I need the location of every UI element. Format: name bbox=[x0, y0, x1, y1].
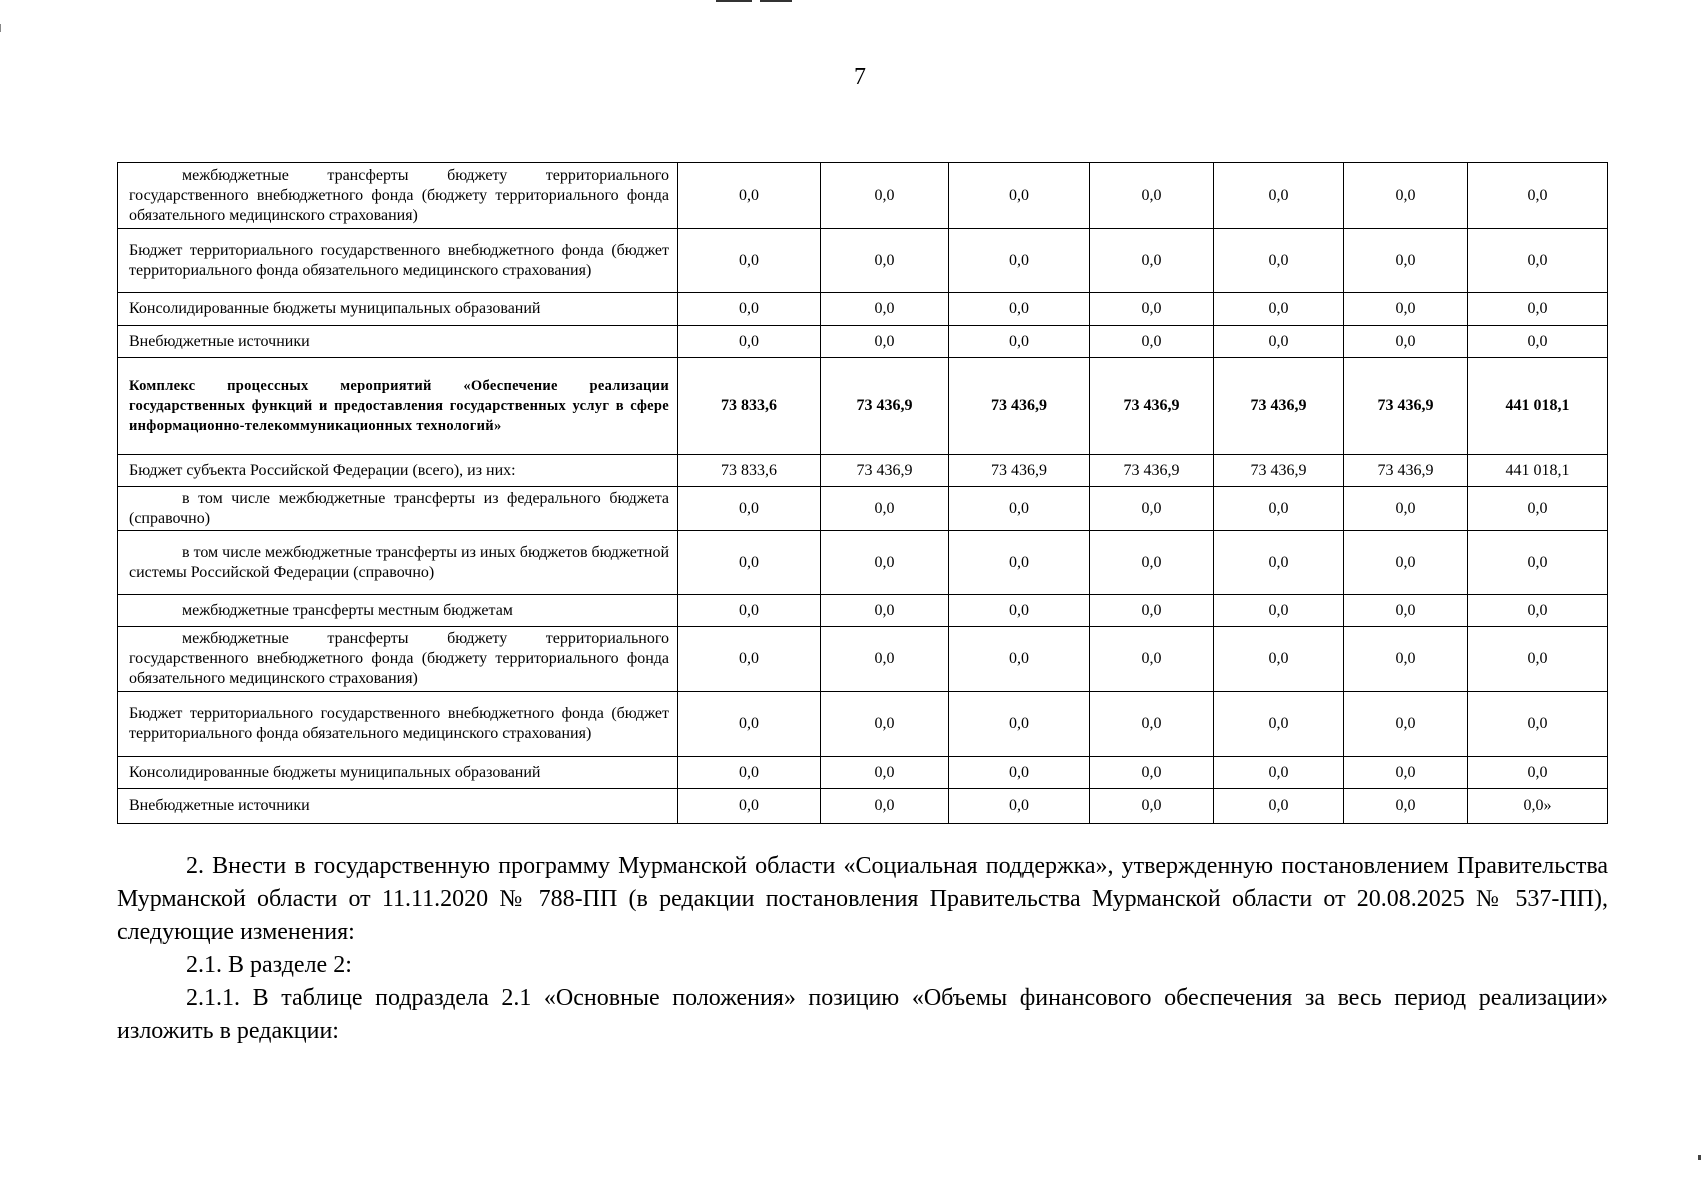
value-cell: 0,0 bbox=[1090, 531, 1214, 595]
value-cell: 0,0 bbox=[1214, 789, 1344, 824]
value-cell: 73 436,9 bbox=[1214, 455, 1344, 487]
value-cell: 0,0 bbox=[1344, 531, 1468, 595]
value-cell: 0,0 bbox=[821, 531, 949, 595]
value-cell: 0,0 bbox=[678, 163, 821, 229]
value-cell: 0,0 bbox=[1214, 757, 1344, 789]
table-row bbox=[118, 229, 1608, 293]
scan-edge-dot bbox=[1698, 1155, 1701, 1160]
value-cell: 0,0 bbox=[1344, 789, 1468, 824]
value-cell: 0,0 bbox=[1344, 326, 1468, 358]
value-cell: 0,0 bbox=[1214, 293, 1344, 326]
value-cell: 0,0 bbox=[821, 692, 949, 757]
value-cell: 0,0 bbox=[949, 293, 1090, 326]
value-cell: 0,0 bbox=[949, 163, 1090, 229]
value-cell: 73 833,6 bbox=[678, 455, 821, 487]
paragraph-2-1-1: 2.1.1. В таблице подраздела 2.1 «Основные положения» позицию «Объемы финансового обеспечения за весь период реализации» изложить в редакции: bbox=[117, 985, 1608, 1044]
value-cell: 0,0 bbox=[1468, 163, 1608, 229]
value-cell: 441 018,1 bbox=[1468, 455, 1608, 487]
paragraph-2: 2. Внести в государственную программу Мурманской области «Социальная поддержка», утвержденную постановлением Правительства Мурманской области от 11.11.2020 № 788-ПП (в редакции постановления Правительства Мурманской области от 20.08.2025 № 537-ПП), следующие изменения: bbox=[117, 853, 1608, 945]
table-row bbox=[118, 789, 1608, 824]
value-cell: 0,0 bbox=[949, 789, 1090, 824]
value-cell: 73 436,9 bbox=[1214, 358, 1344, 455]
value-cell: 0,0 bbox=[1344, 229, 1468, 293]
value-cell: 0,0 bbox=[1344, 627, 1468, 692]
value-cell: 0,0 bbox=[1468, 692, 1608, 757]
value-cell: 0,0 bbox=[678, 326, 821, 358]
value-cell: 0,0 bbox=[1090, 487, 1214, 531]
table-row bbox=[118, 627, 1608, 692]
table-row bbox=[118, 163, 1608, 229]
value-cell: 0,0 bbox=[1468, 757, 1608, 789]
scan-edge-mark bbox=[0, 24, 1, 32]
value-cell: 73 436,9 bbox=[1344, 358, 1468, 455]
value-cell: 0,0 bbox=[1344, 163, 1468, 229]
value-cell: 73 833,6 bbox=[678, 358, 821, 455]
value-cell: 0,0 bbox=[678, 789, 821, 824]
value-cell: 0,0 bbox=[821, 229, 949, 293]
value-cell: 0,0 bbox=[678, 293, 821, 326]
value-cell: 73 436,9 bbox=[1090, 358, 1214, 455]
value-cell: 441 018,1 bbox=[1468, 358, 1608, 455]
value-cell: 0,0 bbox=[678, 595, 821, 627]
value-cell: 0,0 bbox=[821, 627, 949, 692]
value-cell: 0,0 bbox=[1214, 692, 1344, 757]
row-label: в том числе межбюджетные трансферты из федерального бюджета (справочно) bbox=[118, 487, 678, 531]
value-cell: 0,0 bbox=[1090, 293, 1214, 326]
value-cell: 0,0» bbox=[1468, 789, 1608, 824]
value-cell: 73 436,9 bbox=[949, 455, 1090, 487]
value-cell: 0,0 bbox=[1214, 326, 1344, 358]
value-cell: 0,0 bbox=[1468, 487, 1608, 531]
value-cell: 0,0 bbox=[678, 229, 821, 293]
page-number: 7 bbox=[854, 64, 866, 90]
value-cell: 0,0 bbox=[1214, 531, 1344, 595]
value-cell: 0,0 bbox=[1468, 627, 1608, 692]
value-cell: 0,0 bbox=[1468, 229, 1608, 293]
value-cell: 0,0 bbox=[949, 487, 1090, 531]
value-cell: 0,0 bbox=[949, 757, 1090, 789]
table-row bbox=[118, 487, 1608, 531]
table-row bbox=[118, 531, 1608, 595]
value-cell: 0,0 bbox=[1090, 757, 1214, 789]
value-cell: 0,0 bbox=[949, 326, 1090, 358]
row-label: Консолидированные бюджеты муниципальных образований bbox=[118, 293, 678, 326]
value-cell: 0,0 bbox=[1468, 531, 1608, 595]
value-cell: 73 436,9 bbox=[1344, 455, 1468, 487]
value-cell: 0,0 bbox=[1344, 692, 1468, 757]
row-label: межбюджетные трансферты бюджету территориального государственного внебюджетного фонда (бюджету территориального фонда обязательного медицинского страхования) bbox=[118, 627, 678, 692]
row-label: Внебюджетные источники bbox=[118, 789, 678, 824]
row-label: Бюджет субъекта Российской Федерации (всего), из них: bbox=[118, 455, 678, 487]
value-cell: 0,0 bbox=[821, 595, 949, 627]
budget-table bbox=[117, 162, 1608, 824]
value-cell: 0,0 bbox=[949, 692, 1090, 757]
value-cell: 0,0 bbox=[949, 531, 1090, 595]
value-cell: 0,0 bbox=[821, 757, 949, 789]
value-cell: 73 436,9 bbox=[1090, 455, 1214, 487]
value-cell: 0,0 bbox=[1344, 757, 1468, 789]
table-row bbox=[118, 358, 1608, 455]
value-cell: 0,0 bbox=[821, 326, 949, 358]
table-row bbox=[118, 757, 1608, 789]
row-label: Внебюджетные источники bbox=[118, 326, 678, 358]
row-label: Комплекс процессных мероприятий «Обеспечение реализации государственных функций и предоставления государственных услуг в сфере информационно-телекоммуникационных технологий» bbox=[118, 358, 678, 455]
value-cell: 0,0 bbox=[821, 293, 949, 326]
table-row bbox=[118, 595, 1608, 627]
value-cell: 0,0 bbox=[1214, 229, 1344, 293]
table-row bbox=[118, 326, 1608, 358]
table-row bbox=[118, 455, 1608, 487]
value-cell: 0,0 bbox=[1090, 229, 1214, 293]
value-cell: 0,0 bbox=[1090, 692, 1214, 757]
value-cell: 0,0 bbox=[1344, 595, 1468, 627]
value-cell: 0,0 bbox=[1214, 627, 1344, 692]
value-cell: 0,0 bbox=[678, 692, 821, 757]
value-cell: 0,0 bbox=[1090, 627, 1214, 692]
value-cell: 0,0 bbox=[1468, 293, 1608, 326]
value-cell: 0,0 bbox=[1090, 789, 1214, 824]
value-cell: 0,0 bbox=[678, 531, 821, 595]
value-cell: 0,0 bbox=[1214, 163, 1344, 229]
table-row bbox=[118, 293, 1608, 326]
value-cell: 0,0 bbox=[678, 627, 821, 692]
value-cell: 73 436,9 bbox=[949, 358, 1090, 455]
value-cell: 0,0 bbox=[1344, 487, 1468, 531]
value-cell: 73 436,9 bbox=[821, 455, 949, 487]
value-cell: 0,0 bbox=[821, 487, 949, 531]
row-label: межбюджетные трансферты бюджету территориального государственного внебюджетного фонда (бюджету территориального фонда обязательного медицинского страхования) bbox=[118, 163, 678, 229]
value-cell: 0,0 bbox=[1214, 595, 1344, 627]
value-cell: 73 436,9 bbox=[821, 358, 949, 455]
value-cell: 0,0 bbox=[1468, 326, 1608, 358]
row-label: Консолидированные бюджеты муниципальных образований bbox=[118, 757, 678, 789]
value-cell: 0,0 bbox=[1468, 595, 1608, 627]
scan-top-marks bbox=[716, 0, 792, 3]
value-cell: 0,0 bbox=[1090, 163, 1214, 229]
value-cell: 0,0 bbox=[1344, 293, 1468, 326]
value-cell: 0,0 bbox=[1090, 595, 1214, 627]
row-label: Бюджет территориального государственного внебюджетного фонда (бюджет территориального фонда обязательного медицинского страхования) bbox=[118, 692, 678, 757]
value-cell: 0,0 bbox=[1090, 326, 1214, 358]
paragraph-2-1: 2.1. В разделе 2: bbox=[186, 952, 352, 978]
row-label: межбюджетные трансферты местным бюджетам bbox=[118, 595, 678, 627]
value-cell: 0,0 bbox=[678, 757, 821, 789]
row-label: в том числе межбюджетные трансферты из иных бюджетов бюджетной системы Российской Федерации (справочно) bbox=[118, 531, 678, 595]
value-cell: 0,0 bbox=[821, 789, 949, 824]
value-cell: 0,0 bbox=[949, 229, 1090, 293]
value-cell: 0,0 bbox=[949, 627, 1090, 692]
body-text bbox=[117, 850, 1608, 1048]
budget-table-body bbox=[118, 163, 1608, 824]
value-cell: 0,0 bbox=[678, 487, 821, 531]
value-cell: 0,0 bbox=[949, 595, 1090, 627]
row-label: Бюджет территориального государственного внебюджетного фонда (бюджет территориального фонда обязательного медицинского страхования) bbox=[118, 229, 678, 293]
value-cell: 0,0 bbox=[821, 163, 949, 229]
table-row bbox=[118, 692, 1608, 757]
value-cell: 0,0 bbox=[1214, 487, 1344, 531]
